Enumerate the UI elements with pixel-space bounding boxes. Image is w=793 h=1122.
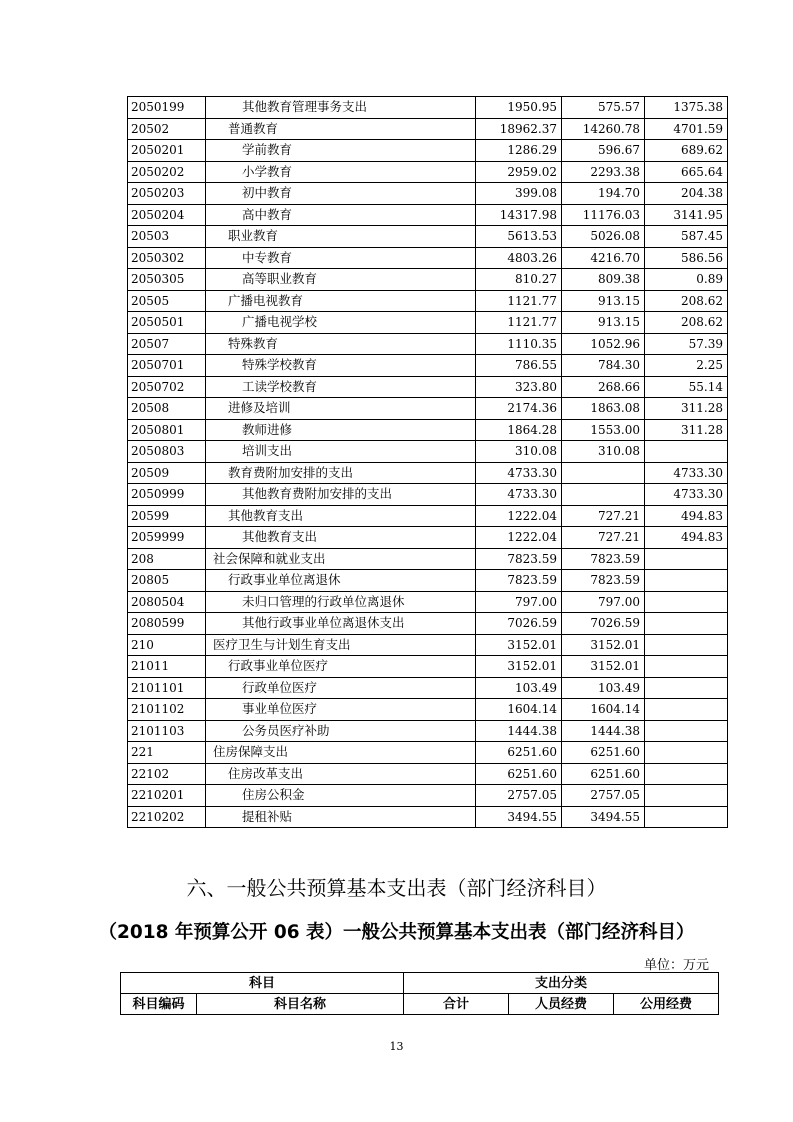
subject-name-cell: 其他教育管理事务支出 [206,97,476,119]
subject-name-cell: 社会保障和就业支出 [206,548,476,570]
total-cell: 1604.14 [476,699,562,721]
personnel-cell: 727.21 [562,527,645,549]
public-cell: 55.14 [645,376,728,398]
total-cell: 1222.04 [476,527,562,549]
public-cell [645,591,728,613]
subject-name-cell: 事业单位医疗 [206,699,476,721]
subject-name-cell: 工读学校教育 [206,376,476,398]
total-cell: 6251.60 [476,742,562,764]
subject-code-cell: 2050202 [128,161,206,183]
subject-name-cell: 其他教育支出 [206,505,476,527]
public-cell: 204.38 [645,183,728,205]
subject-name-cell: 其他教育支出 [206,527,476,549]
total-cell: 1222.04 [476,505,562,527]
public-cell: 689.62 [645,140,728,162]
subject-name-cell: 住房保障支出 [206,742,476,764]
personnel-cell: 7823.59 [562,548,645,570]
subject-name-cell: 特殊教育 [206,333,476,355]
total-cell: 310.08 [476,441,562,463]
subject-name-cell: 特殊学校教育 [206,355,476,377]
subject-code-cell: 2050702 [128,376,206,398]
table-row [128,376,728,398]
subject-code-cell: 210 [128,634,206,656]
table-row [128,763,728,785]
public-cell: 587.45 [645,226,728,248]
total-cell: 810.27 [476,269,562,291]
subject-name-cell: 职业教育 [206,226,476,248]
total-cell: 1121.77 [476,290,562,312]
public-cell: 57.39 [645,333,728,355]
subject-name-cell: 未归口管理的行政单位离退休 [206,591,476,613]
subject-code-cell: 2050203 [128,183,206,205]
total-cell: 18962.37 [476,118,562,140]
section-heading: 六、一般公共预算基本支出表（部门经济科目） [186,876,607,900]
subject-name-cell: 广播电视学校 [206,312,476,334]
public-cell [645,785,728,807]
table-row [128,290,728,312]
personnel-cell: 268.66 [562,376,645,398]
subject-code-cell: 2080504 [128,591,206,613]
personnel-cell: 4216.70 [562,247,645,269]
subject-name-cell: 提租补贴 [206,806,476,828]
subject-code-cell: 22102 [128,763,206,785]
table-row [128,548,728,570]
total-cell: 7823.59 [476,570,562,592]
personnel-cell: 809.38 [562,269,645,291]
personnel-cell: 310.08 [562,441,645,463]
basic-expense-table-header [120,972,719,1015]
personnel-cell: 3152.01 [562,656,645,678]
total-cell: 786.55 [476,355,562,377]
subject-name-cell: 高等职业教育 [206,269,476,291]
public-cell [645,699,728,721]
table-row [128,97,728,119]
personnel-cell: 3494.55 [562,806,645,828]
subject-code-cell: 20508 [128,398,206,420]
public-cell: 0.89 [645,269,728,291]
total-cell: 1110.35 [476,333,562,355]
table-row [128,247,728,269]
subject-code-cell: 2050199 [128,97,206,119]
personnel-cell: 2293.38 [562,161,645,183]
table-row [128,742,728,764]
total-cell: 2757.05 [476,785,562,807]
public-cell [645,806,728,828]
subject-code-cell: 20509 [128,462,206,484]
public-cell: 494.83 [645,505,728,527]
subject-code-cell: 2050201 [128,140,206,162]
personnel-cell: 11176.03 [562,204,645,226]
total-cell: 3494.55 [476,806,562,828]
public-cell: 665.64 [645,161,728,183]
personnel-cell: 14260.78 [562,118,645,140]
table-row [128,591,728,613]
total-cell: 2174.36 [476,398,562,420]
total-cell: 7823.59 [476,548,562,570]
total-cell: 4733.30 [476,484,562,506]
personnel-cell: 1553.00 [562,419,645,441]
total-cell: 323.80 [476,376,562,398]
table-row [128,204,728,226]
total-cell: 1121.77 [476,312,562,334]
public-cell: 4701.59 [645,118,728,140]
subject-name-cell: 高中教育 [206,204,476,226]
public-cell: 4733.30 [645,462,728,484]
personnel-cell: 913.15 [562,290,645,312]
subject-code-cell: 2059999 [128,527,206,549]
subject-code-cell: 2210202 [128,806,206,828]
subject-name-cell: 小学教育 [206,161,476,183]
personnel-cell: 1604.14 [562,699,645,721]
header-subject-code: 科目编码 [121,994,197,1015]
personnel-cell [562,484,645,506]
table-row [128,613,728,635]
table-row [128,398,728,420]
public-cell [645,677,728,699]
subject-code-cell: 2050501 [128,312,206,334]
subject-name-cell: 普通教育 [206,118,476,140]
personnel-cell: 3152.01 [562,634,645,656]
subject-code-cell: 208 [128,548,206,570]
total-cell: 3152.01 [476,656,562,678]
subject-name-cell: 行政事业单位离退休 [206,570,476,592]
subject-name-cell: 学前教育 [206,140,476,162]
subject-code-cell: 20502 [128,118,206,140]
unit-label: 单位：万元 [643,958,709,973]
table-row [128,462,728,484]
personnel-cell: 1863.08 [562,398,645,420]
personnel-cell: 5026.08 [562,226,645,248]
public-cell: 4733.30 [645,484,728,506]
subject-code-cell: 2050302 [128,247,206,269]
header-subject-name: 科目名称 [197,994,404,1015]
public-cell [645,570,728,592]
personnel-cell: 6251.60 [562,763,645,785]
table-row [128,785,728,807]
total-cell: 14317.98 [476,204,562,226]
subject-name-cell: 住房公积金 [206,785,476,807]
total-cell: 1444.38 [476,720,562,742]
page-number: 13 [389,1040,404,1053]
personnel-cell: 7823.59 [562,570,645,592]
total-cell: 4733.30 [476,462,562,484]
header-total: 合计 [404,994,509,1015]
total-cell: 3152.01 [476,634,562,656]
subject-code-cell: 2050803 [128,441,206,463]
table-row [128,161,728,183]
personnel-cell: 1052.96 [562,333,645,355]
personnel-cell: 103.49 [562,677,645,699]
public-cell: 494.83 [645,527,728,549]
header-personnel: 人员经费 [509,994,614,1015]
subject-name-cell: 住房改革支出 [206,763,476,785]
total-cell: 103.49 [476,677,562,699]
personnel-cell: 575.57 [562,97,645,119]
table-row [128,118,728,140]
subject-code-cell: 2050305 [128,269,206,291]
personnel-cell: 797.00 [562,591,645,613]
public-cell: 2.25 [645,355,728,377]
subject-name-cell: 其他教育费附加安排的支出 [206,484,476,506]
personnel-cell: 727.21 [562,505,645,527]
subject-name-cell: 其他行政事业单位离退休支出 [206,613,476,635]
subject-code-cell: 2050999 [128,484,206,506]
table-row [128,806,728,828]
subject-name-cell: 培训支出 [206,441,476,463]
table-row [128,419,728,441]
personnel-cell: 6251.60 [562,742,645,764]
subject-code-cell: 2050204 [128,204,206,226]
subject-code-cell: 2080599 [128,613,206,635]
subject-code-cell: 21011 [128,656,206,678]
table-row [128,570,728,592]
total-cell: 5613.53 [476,226,562,248]
total-cell: 797.00 [476,591,562,613]
subject-name-cell: 行政事业单位医疗 [206,656,476,678]
public-cell: 586.56 [645,247,728,269]
table-title: （2018 年预算公开 06 表）一般公共预算基本支出表（部门经济科目） [98,922,695,943]
public-cell: 1375.38 [645,97,728,119]
header-row-bottom [121,994,719,1015]
table-row [128,699,728,721]
table-row [128,312,728,334]
subject-name-cell: 医疗卫生与计划生育支出 [206,634,476,656]
subject-name-cell: 行政单位医疗 [206,677,476,699]
subject-code-cell: 20805 [128,570,206,592]
table-row [128,140,728,162]
header-subject: 科目 [121,973,404,994]
public-cell: 208.62 [645,312,728,334]
subject-code-cell: 2101101 [128,677,206,699]
subject-code-cell: 20505 [128,290,206,312]
subject-name-cell: 公务员医疗补助 [206,720,476,742]
public-cell [645,613,728,635]
total-cell: 1950.95 [476,97,562,119]
table-row [128,656,728,678]
public-cell: 311.28 [645,398,728,420]
table-row [128,333,728,355]
subject-code-cell: 20599 [128,505,206,527]
table-row [128,677,728,699]
total-cell: 399.08 [476,183,562,205]
total-cell: 1864.28 [476,419,562,441]
subject-code-cell: 20507 [128,333,206,355]
table-row [128,527,728,549]
total-cell: 4803.26 [476,247,562,269]
personnel-cell: 1444.38 [562,720,645,742]
personnel-cell: 194.70 [562,183,645,205]
header-public: 公用经费 [614,994,719,1015]
public-cell [645,656,728,678]
table-row [128,720,728,742]
personnel-cell: 784.30 [562,355,645,377]
table-row [128,226,728,248]
table-row [128,441,728,463]
total-cell: 1286.29 [476,140,562,162]
personnel-cell: 2757.05 [562,785,645,807]
subject-name-cell: 广播电视教育 [206,290,476,312]
personnel-cell [562,462,645,484]
table-row [128,634,728,656]
personnel-cell: 596.67 [562,140,645,162]
table-row [128,183,728,205]
subject-name-cell: 教师进修 [206,419,476,441]
subject-code-cell: 2050801 [128,419,206,441]
budget-table-body [128,97,728,828]
header-expense-category: 支出分类 [404,973,719,994]
public-cell [645,720,728,742]
personnel-cell: 913.15 [562,312,645,334]
subject-code-cell: 221 [128,742,206,764]
subject-name-cell: 进修及培训 [206,398,476,420]
subject-code-cell: 20503 [128,226,206,248]
subject-name-cell: 中专教育 [206,247,476,269]
table-row [128,355,728,377]
total-cell: 6251.60 [476,763,562,785]
subject-name-cell: 教育费附加安排的支出 [206,462,476,484]
public-cell: 311.28 [645,419,728,441]
personnel-cell: 7026.59 [562,613,645,635]
subject-name-cell: 初中教育 [206,183,476,205]
public-cell [645,548,728,570]
public-cell [645,634,728,656]
budget-table [127,96,728,828]
public-cell: 208.62 [645,290,728,312]
public-cell [645,742,728,764]
table-row [128,484,728,506]
public-cell [645,441,728,463]
subject-code-cell: 2101102 [128,699,206,721]
total-cell: 7026.59 [476,613,562,635]
total-cell: 2959.02 [476,161,562,183]
subject-code-cell: 2050701 [128,355,206,377]
header-row-top [121,973,719,994]
public-cell: 3141.95 [645,204,728,226]
subject-code-cell: 2210201 [128,785,206,807]
table-row [128,269,728,291]
table-row [128,505,728,527]
public-cell [645,763,728,785]
subject-code-cell: 2101103 [128,720,206,742]
